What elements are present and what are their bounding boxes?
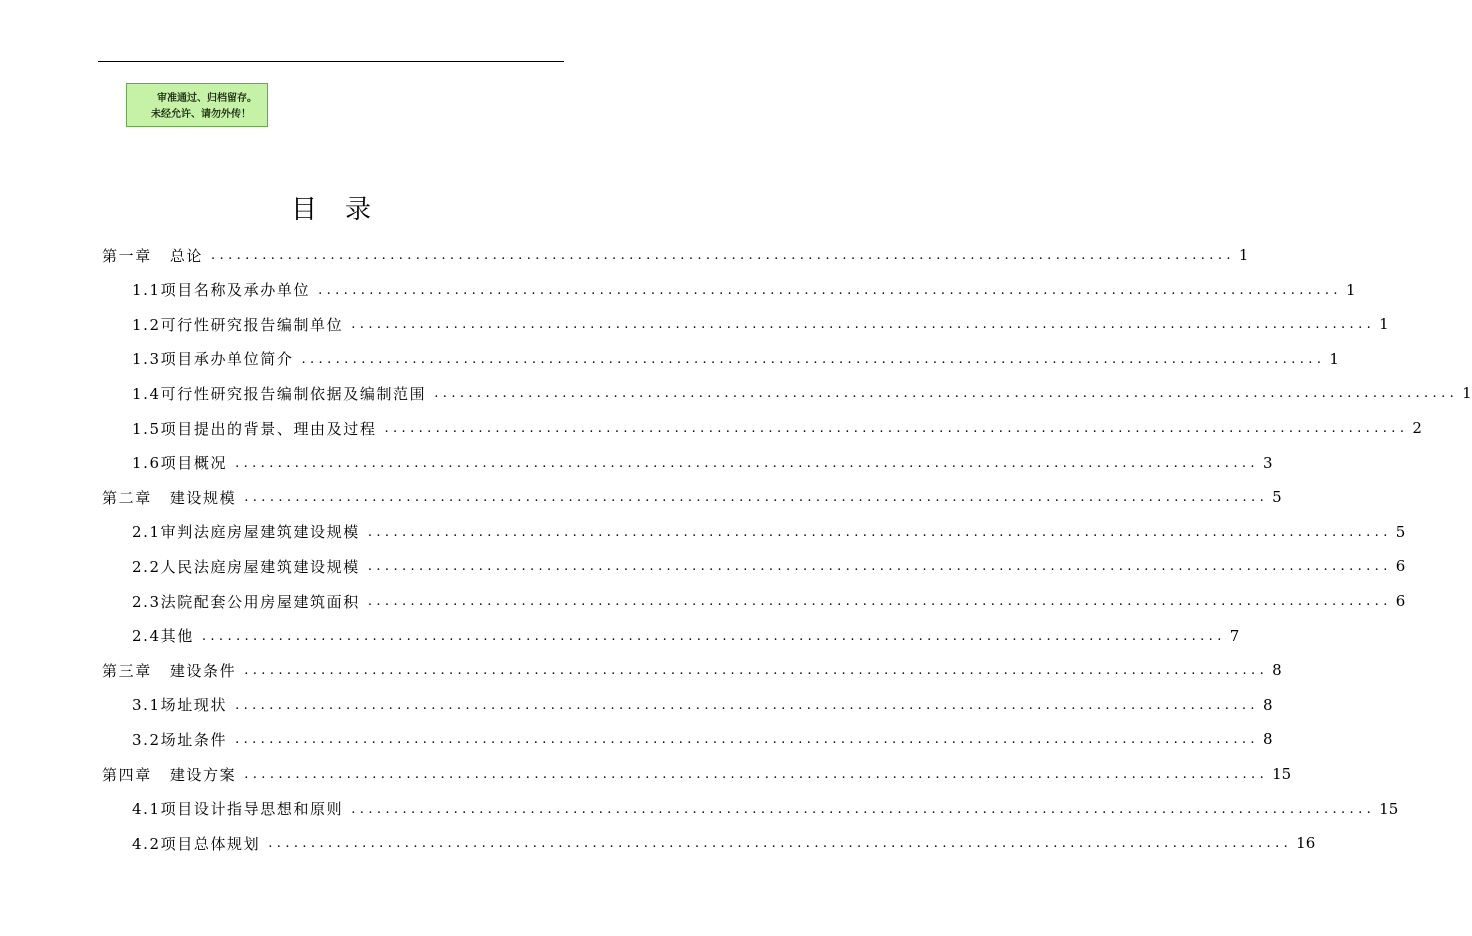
toc-dot-leader: ........................................................................................................................ xyxy=(301,351,1326,367)
toc-chapter-number: 第二章 xyxy=(102,488,152,507)
toc-entry-text: 1.1项目名称及承办单位 xyxy=(132,281,311,300)
toc-entry-text: 1.6项目概况 xyxy=(132,454,228,473)
toc-section-entry[interactable] xyxy=(132,619,1240,653)
toc-dot-leader: ........................................................................................................................ xyxy=(235,697,1259,713)
toc-entry-label xyxy=(132,452,227,473)
toc-dot-leader: ........................................................................................................................ xyxy=(244,490,1269,506)
toc-entry-text: 总论 xyxy=(169,246,204,265)
toc-entry-label xyxy=(102,660,236,681)
toc-section-entry[interactable] xyxy=(132,342,1339,376)
toc-dot-leader: ........................................................................................................................ xyxy=(201,628,1226,644)
toc-page-number: 7 xyxy=(1229,626,1240,645)
toc-entry-text: 3.2场址条件 xyxy=(132,730,228,749)
toc-page-number: 6 xyxy=(1395,592,1406,610)
toc-page-number: 3 xyxy=(1262,453,1273,472)
toc-entry-label xyxy=(132,591,360,612)
toc-entry-text: 2.3法院配套公用房屋建筑面积 xyxy=(132,592,360,611)
toc-entry-text: 2.1审判法庭房屋建筑建设规模 xyxy=(132,523,360,542)
toc-page-number: 15 xyxy=(1272,765,1292,783)
toc-section-entry[interactable] xyxy=(132,376,1472,410)
toc-chapter-number: 第四章 xyxy=(102,765,152,784)
toc-entry-text: 2.4其他 xyxy=(132,627,194,646)
toc-page-number: 1 xyxy=(1329,349,1339,368)
toc-dot-leader: ........................................................................................................................ xyxy=(434,386,1459,402)
toc-entry-label xyxy=(132,625,194,646)
toc-page-number: 1 xyxy=(1238,246,1249,264)
header-rule xyxy=(98,61,564,62)
toc-page-number: 2 xyxy=(1412,419,1422,437)
toc-entry-text: 1.4可行性研究报告编制依据及编制范围 xyxy=(132,384,427,403)
toc-entry-label xyxy=(132,729,227,750)
toc-section-entry[interactable] xyxy=(132,411,1422,445)
toc-entry-label xyxy=(102,487,236,508)
page-title xyxy=(0,190,662,230)
toc-entry-label xyxy=(132,383,426,404)
toc-entry-label xyxy=(132,694,227,715)
toc-section-entry[interactable] xyxy=(132,792,1399,826)
toc-page-number: 8 xyxy=(1262,695,1273,714)
toc-section-entry[interactable] xyxy=(132,688,1273,722)
toc-section-entry[interactable] xyxy=(132,515,1406,549)
toc-entry-text: 4.1项目设计指导思想和原则 xyxy=(132,800,344,819)
toc-chapter-entry[interactable] xyxy=(102,480,1282,514)
toc-section-entry[interactable] xyxy=(132,826,1316,860)
toc-entry-text: 3.1场址现状 xyxy=(132,696,228,715)
toc-dot-leader: ........................................................................................................................ xyxy=(367,594,1392,609)
toc-entry-label xyxy=(132,833,260,854)
toc-entry-label xyxy=(132,418,376,439)
toc-entry-text: 建设方案 xyxy=(169,765,237,784)
toc-entry-text: 1.3项目承办单位简介 xyxy=(132,350,294,369)
toc-entry-label xyxy=(132,521,360,542)
toc-dot-leader: ........................................................................................................................ xyxy=(351,317,1376,333)
toc-chapter-entry[interactable] xyxy=(102,757,1292,791)
toc-dot-leader: ........................................................................................................................ xyxy=(268,836,1293,852)
stamp-line-1: 审准通过、归档留存。 xyxy=(157,93,257,104)
toc-page-number: 16 xyxy=(1296,834,1316,853)
toc-page-number: 8 xyxy=(1262,730,1273,749)
toc-chapter-number: 第一章 xyxy=(102,246,152,265)
toc-entry-label xyxy=(132,798,343,819)
toc-dot-leader: ........................................................................................................................ xyxy=(235,455,1259,471)
toc-dot-leader: ........................................................................................................................ xyxy=(244,663,1269,679)
toc-entry-label xyxy=(132,314,343,335)
toc-dot-leader: ........................................................................................................................ xyxy=(244,767,1269,782)
title-char-2: 录 xyxy=(345,195,372,225)
toc-dot-leader: ........................................................................................................................ xyxy=(211,248,1235,263)
toc-chapter-entry[interactable] xyxy=(102,653,1282,687)
toc-entry-label xyxy=(132,556,360,577)
toc-dot-leader: ........................................................................................................................ xyxy=(235,732,1259,748)
toc-section-entry[interactable] xyxy=(132,446,1273,480)
toc-dot-leader: ........................................................................................................................ xyxy=(318,282,1342,298)
toc-entry-text: 4.2项目总体规划 xyxy=(132,834,261,853)
toc-page-number: 8 xyxy=(1272,661,1282,680)
toc-page-number: 1 xyxy=(1345,280,1356,299)
toc-entry-text: 建设规模 xyxy=(169,488,237,507)
toc-section-entry[interactable] xyxy=(132,722,1273,756)
toc-entry-text: 1.5项目提出的背景、理由及过程 xyxy=(132,419,377,438)
toc-page-number: 1 xyxy=(1462,384,1472,403)
toc-section-entry[interactable] xyxy=(132,584,1406,618)
toc-entry-label xyxy=(132,348,293,369)
stamp-line-2: 未经允许、请勿外传！ xyxy=(151,109,251,120)
toc-chapter-number: 第三章 xyxy=(102,661,152,680)
toc-entry-label xyxy=(102,764,236,785)
toc-entry-label xyxy=(132,279,310,300)
toc-dot-leader: ........................................................................................................................ xyxy=(367,559,1392,575)
confidential-stamp xyxy=(126,83,268,127)
toc-entry-text: 1.2可行性研究报告编制单位 xyxy=(132,315,344,334)
toc-page-number: 15 xyxy=(1379,799,1399,818)
toc-entry-text: 2.2人民法庭房屋建筑建设规模 xyxy=(132,557,360,576)
toc-page-number: 6 xyxy=(1395,557,1406,576)
toc-section-entry[interactable] xyxy=(132,549,1406,583)
toc-dot-leader: ........................................................................................................................ xyxy=(351,801,1376,817)
toc-entry-text: 建设条件 xyxy=(169,661,237,680)
toc-dot-leader: ........................................................................................................................ xyxy=(384,421,1409,436)
toc-page-number: 5 xyxy=(1272,488,1282,507)
toc-section-entry[interactable] xyxy=(132,273,1356,307)
toc-chapter-entry[interactable] xyxy=(102,238,1249,272)
title-char-1: 目 xyxy=(290,195,317,225)
toc-entry-label xyxy=(102,245,203,266)
toc-page-number: 1 xyxy=(1379,315,1389,334)
toc-section-entry[interactable] xyxy=(132,307,1389,341)
toc-dot-leader: ........................................................................................................................ xyxy=(367,524,1392,540)
toc-page-number: 5 xyxy=(1395,522,1406,541)
